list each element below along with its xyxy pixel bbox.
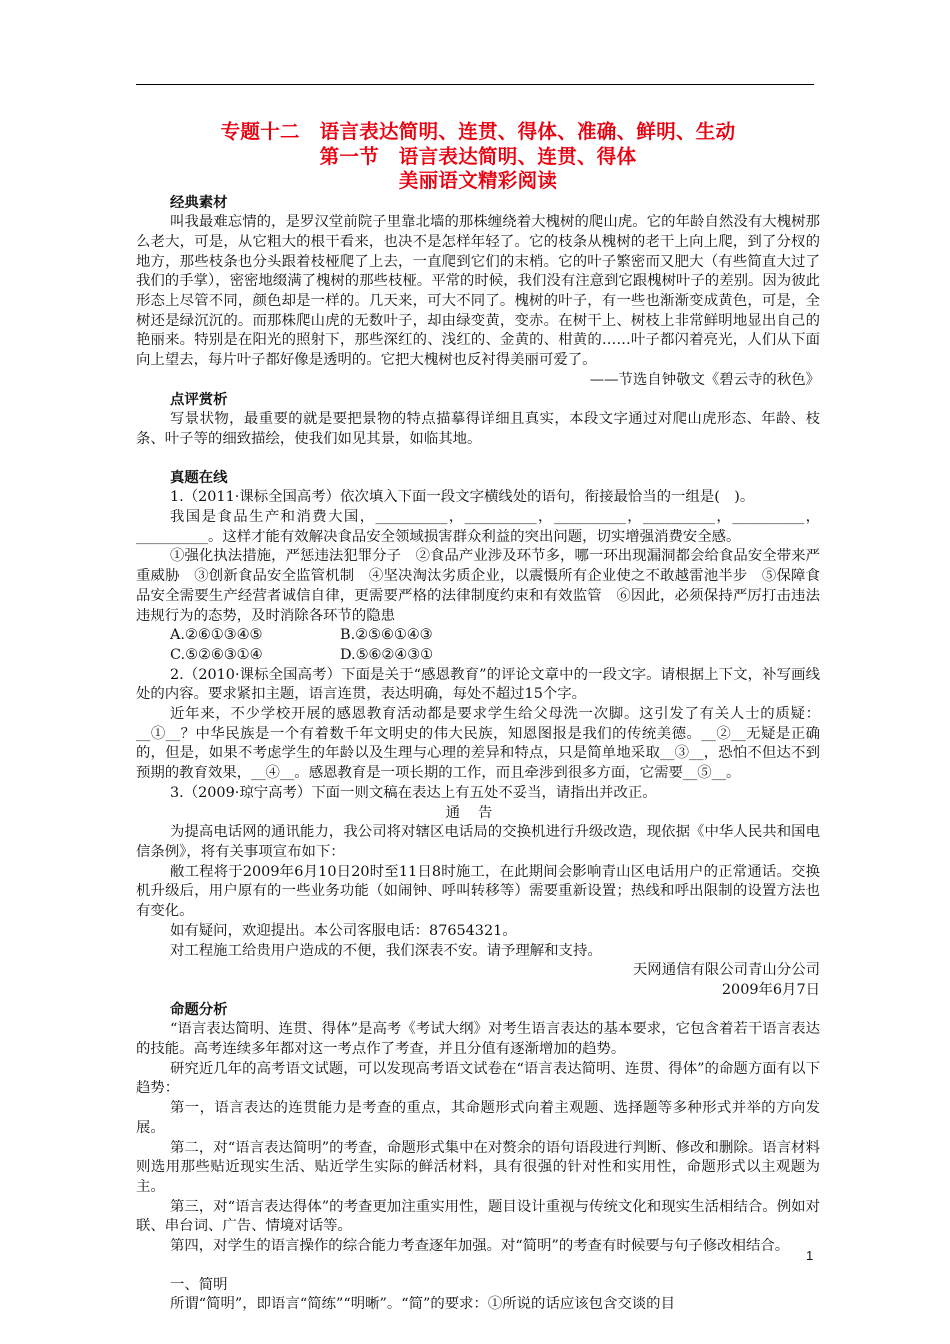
analysis-paragraph-2: 研究近几年的高考语文试题，可以发现高考语文试卷在“语言表达简明、连贯、得体”的命题方面有以下趋势： bbox=[136, 1060, 820, 1097]
notice-paragraph-3: 如有疑问，欢迎提出。本公司客服电话：87654321。 bbox=[170, 922, 517, 939]
section-1-heading: 一、简明 bbox=[170, 1276, 228, 1293]
review-body: 写景状物，最重要的就是要把景物的特点描摹得详细且真实，本段文字通过对爬山虎形态、年龄、枝条、叶子等的细致描绘，使我们如见其景，如临其地。 bbox=[136, 411, 820, 447]
question-2-text: 近年来，不少学校开展的感恩教育活动都是要求学生给父母洗一次脚。这引发了有关人士的质疑：__①__？中华民族是一个有着数千年文明史的伟大民族，知恩图报是我们的传统美德。__②__无疑是正确的，但是，如果不考虑学生的年龄以及生理与心理的差异和特点，只是简单地采取__③__，恐怕不但达不到预期的教育效果，__④__。感恩教育是一项长期的工作，而且牵涉到很多方面，它需要__⑤__。 bbox=[136, 706, 820, 782]
analysis-paragraph-5: 第三，对“语言表达得体”的考查更加注重实用性，题目设计重视与传统文化和现实生活相结合。例如对联、串台词、广告、情境对话等。 bbox=[136, 1198, 820, 1235]
notice-date: 2009年6月7日 bbox=[721, 981, 820, 998]
notice-title: 通告 bbox=[445, 804, 511, 821]
notice-paragraph-2: 敝工程将于2009年6月10日20时至11日8时施工，在此期间会影响青山区电话用户的正常通话。交换机升级后，用户原有的一些业务功能（如闹钟、呼叫转移等）需要重新设置；热线和呼出限制的设置方法也有变化。 bbox=[136, 863, 820, 920]
option-d: D.⑤⑥②④③① bbox=[340, 646, 434, 663]
header-rule bbox=[136, 84, 814, 85]
question-1-items: ①强化执法措施，严惩违法犯罪分子 ②食品产业涉及环节多，哪一环出现漏洞都会给食品安全带来严重威胁 ③创新食品安全监管机制 ④坚决淘汰劣质企业，以震慑所有企业使之不敢越雷池半步 ⑤保障食品安全需要生产经营者诚信自律，更需要严格的法律制度约束和有效监管 ⑥因此，必须保持严厉打击违法违规行为的态势，及时消除各环节的隐患 bbox=[136, 548, 820, 624]
analysis-heading: 命题分析 bbox=[170, 1001, 228, 1018]
section-1-paragraph: 所谓“简明”，即语言“简练”“明晰”。“简”的要求：①所说的话应该包含交谈的目 bbox=[170, 1296, 675, 1313]
classic-body: 叫我最难忘情的，是罗汉堂前院子里靠北墙的那株缠绕着大槐树的爬山虎。它的年龄自然没有大槐树那么老大，可是，从它粗大的根干看来，也决不是怎样年轻了。它的枝条从槐树的老干上向上爬，到了分杈的地方，那些枝条也分头跟着枝桠爬了上去，一直爬到它们的末梢。它的叶子繁密而又肥大（有些简直大过了我们的手掌），密密地缀满了槐树的那些枝桠。平常的时候，我们没有注意到它跟槐树叶子的差别。因为彼此形态上尽管不同，颜色却是一样的。几天来，可大不同了。槐树的叶子，有一些也渐渐变成黄色，可是，全树还是绿沉沉的。而那株爬山虎的无数叶子，却由绿变黄，变赤。在树干上、树枝上非常鲜明地显出自己的艳丽来。特别是在阳光的照射下，那些深红的、浅红的、金黄的、柑黄的……叶子都闪着亮光，人们从下面向上望去，每片叶子都好像是透明的。它把大槐树也反衬得美丽可爱了。 bbox=[136, 214, 820, 369]
chapter-title: 专题十二 语言表达简明、连贯、得体、准确、鲜明、生动 bbox=[220, 120, 736, 143]
review-heading: 点评赏析 bbox=[170, 391, 228, 408]
classic-heading: 经典素材 bbox=[170, 194, 228, 211]
analysis-paragraph-1: “语言表达简明、连贯、得体”是高考《考试大纲》对考生语言表达的基本要求，它包含着若干语言表达的技能。高考连续多年都对这一考点作了考查，并且分值有逐渐增加的趋势。 bbox=[136, 1021, 820, 1058]
notice-signature: 天网通信有限公司青山分公司 bbox=[632, 962, 820, 979]
page-number: 1 bbox=[806, 1248, 814, 1263]
classic-source: ——节选自钟敬文《碧云寺的秋色》 bbox=[589, 371, 820, 388]
analysis-paragraph-4: 第二，对“语言表达简明”的考查，命题形式集中在对赘余的语句语段进行判断、修改和删除。语言材料则选用那些贴近现实生活、贴近学生实际的鲜活材料，具有很强的针对性和实用性，命题形式以主观题为主。 bbox=[136, 1139, 820, 1195]
analysis-paragraph-6: 第四，对学生的语言操作的综合能力考查逐年加强。对“简明”的考查有时候要与句子修改相结合。 bbox=[170, 1238, 790, 1255]
exam-heading: 真题在线 bbox=[170, 469, 228, 486]
option-a: A.②⑥①③④⑤ bbox=[170, 627, 263, 644]
notice-paragraph-4: 对工程施工给贵用户造成的不便，我们深表不安。请予理解和支持。 bbox=[170, 942, 602, 959]
question-3: 3.（2009·琼宁高考）下面一则文稿在表达上有五处不妥当，请指出并改正。 bbox=[170, 784, 657, 801]
section-title: 第一节 语言表达简明、连贯、得体 bbox=[319, 144, 637, 168]
document-page bbox=[136, 120, 820, 1315]
reading-title: 美丽语文精彩阅读 bbox=[398, 169, 558, 192]
question-1-options bbox=[136, 626, 820, 665]
option-c: C.⑤②⑥③①④ bbox=[170, 646, 263, 663]
analysis-paragraph-3: 第一，语言表达的连贯能力是考查的重点，其命题形式向着主观题、选择题等多种形式并举的方向发展。 bbox=[136, 1100, 820, 1136]
notice-paragraph-1: 为提高电话网的通讯能力，我公司将对辖区电话局的交换机进行升级改造，现依据《中华人民共和国电信条例》，将有关事项宣布如下： bbox=[136, 824, 820, 860]
option-b: B.②⑤⑥①④③ bbox=[340, 627, 433, 644]
question-1: 1.（2011·课标全国高考）依次填入下面一段文字横线处的语句，衔接最恰当的一组是( )。 bbox=[170, 489, 755, 506]
title-block bbox=[136, 120, 820, 194]
question-2: 2.（2010·课标全国高考）下面是关于“感恩教育”的评论文章中的一段文字。请根据上下文，补写画线处的内容。要求紧扣主题，语言连贯，表达明确，每处不超过15个字。 bbox=[136, 666, 820, 703]
question-1-text: 我国是食品生产和消费大国，__________，__________，__________，__________，__________，__________。这样才能有效解决食品安全领域损害群众利益的突出问题，切实增强消费安全感。 bbox=[136, 509, 820, 545]
